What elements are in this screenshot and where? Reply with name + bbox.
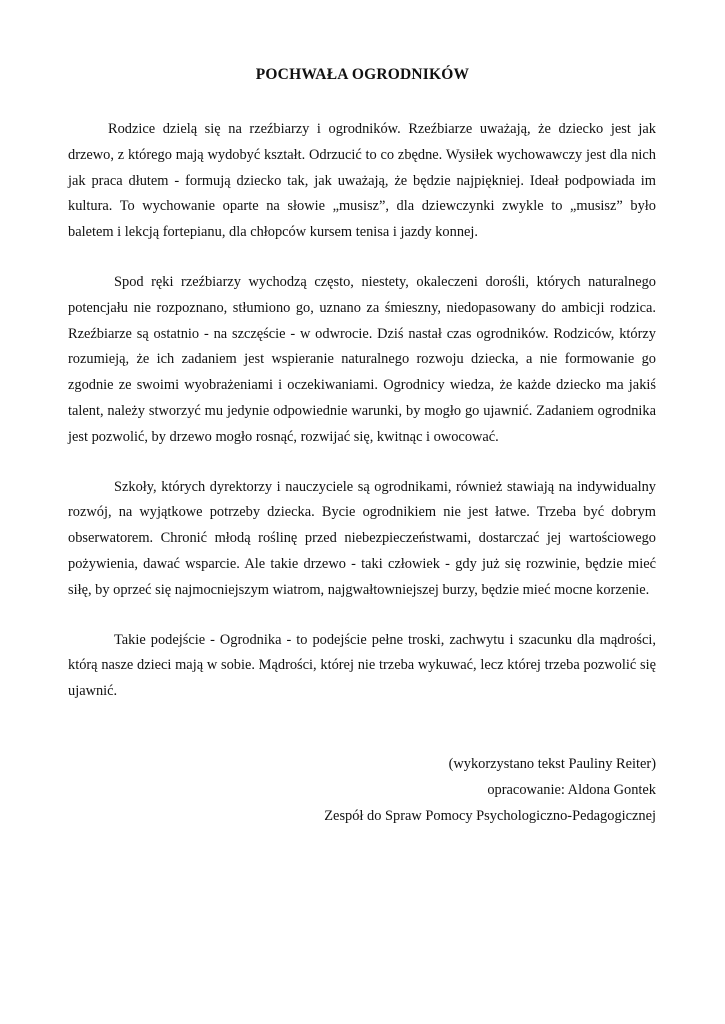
document-body [68,117,656,729]
signature-block [324,752,656,829]
paragraph-1: Rodzice dzielą się na rzeźbiarzy i ogrodników. Rzeźbiarze uważają, że dziecko jest jak drzewo, z którego mają wydobyć kształt. Odrzucić to co zbędne. Wysiłek wychowawczy jest dla nich jak praca dłutem - formują dziecko tak, jak uważają, że będzie najpiękniej. Ideał podpowiada im kultura. To wychowanie oparte na słowie „musisz”, dla dziewczynki zwykle to „musisz” było baletem i lekcją fortepianu, dla chłopców kursem tenisa i jazdy konnej. [68,121,656,241]
document-title: POCHWAŁA OGRODNIKÓW [255,66,470,83]
paragraph-4: Takie podejście - Ogrodnika - to podejście pełne troski, zachwytu i szacunku dla mądrości, którą nasze dzieci mają w sobie. Mądrości, której nie trzeba wykuwać, lecz której trzeba pozwolić się ujawnić. [68,631,656,700]
paragraph-2: Spod ręki rzeźbiarzy wychodzą często, niestety, okaleczeni dorośli, których naturalnego potencjału nie rozpoznano, stłumiono go, uznano za śmieszny, niedopasowany do ambicji rodzica. Rzeźbiarze są ostatnio - na szczęście - w odwrocie. Dziś nastał czas ogrodników. Rodziców, którzy rozumieją, że ich zadaniem jest wspieranie naturalnego rozwoju dziecka, a nie formowanie go zgodnie ze swoimi wyobrażeniami i oczekiwaniami. Ogrodnicy wiedza, że każde dziecko ma jakiś talent, należy stworzyć mu jedynie odpowiednie warunki, by mogło go ujawnić. Zadaniem ogrodnika jest pozwolić, by drzewo mogło rosnąć, rozwijać się, kwitnąc i owocować. [68,273,656,445]
source-note: (wykorzystano tekst Pauliny Reiter) [448,756,656,772]
paragraph-3: Szkoły, których dyrektorzy i nauczyciele są ogrodnikami, również stawiają na indywidualny rozwój, na wyjątkowe potrzeby dziecka. Bycie ogrodnikiem nie jest łatwe. Trzeba być dobrym obserwatorem. Chronić młodą roślinę przed niebezpieczeństwami, dostarczać jej wartościowego pożywienia, dawać wsparcie. Ale takie drzewo - taki człowiek - gdy już się rozwinie, będzie mieć siłę, by oprzeć się najmocniejszym wiatrom, najgwałtowniejszej burzy, będzie mieć mocne korzenie. [68,478,656,598]
team-line: Zespół do Spraw Pomocy Psychologiczno-Pedagogicznej [324,807,656,824]
author-line: opracowanie: Aldona Gontek [487,781,656,798]
